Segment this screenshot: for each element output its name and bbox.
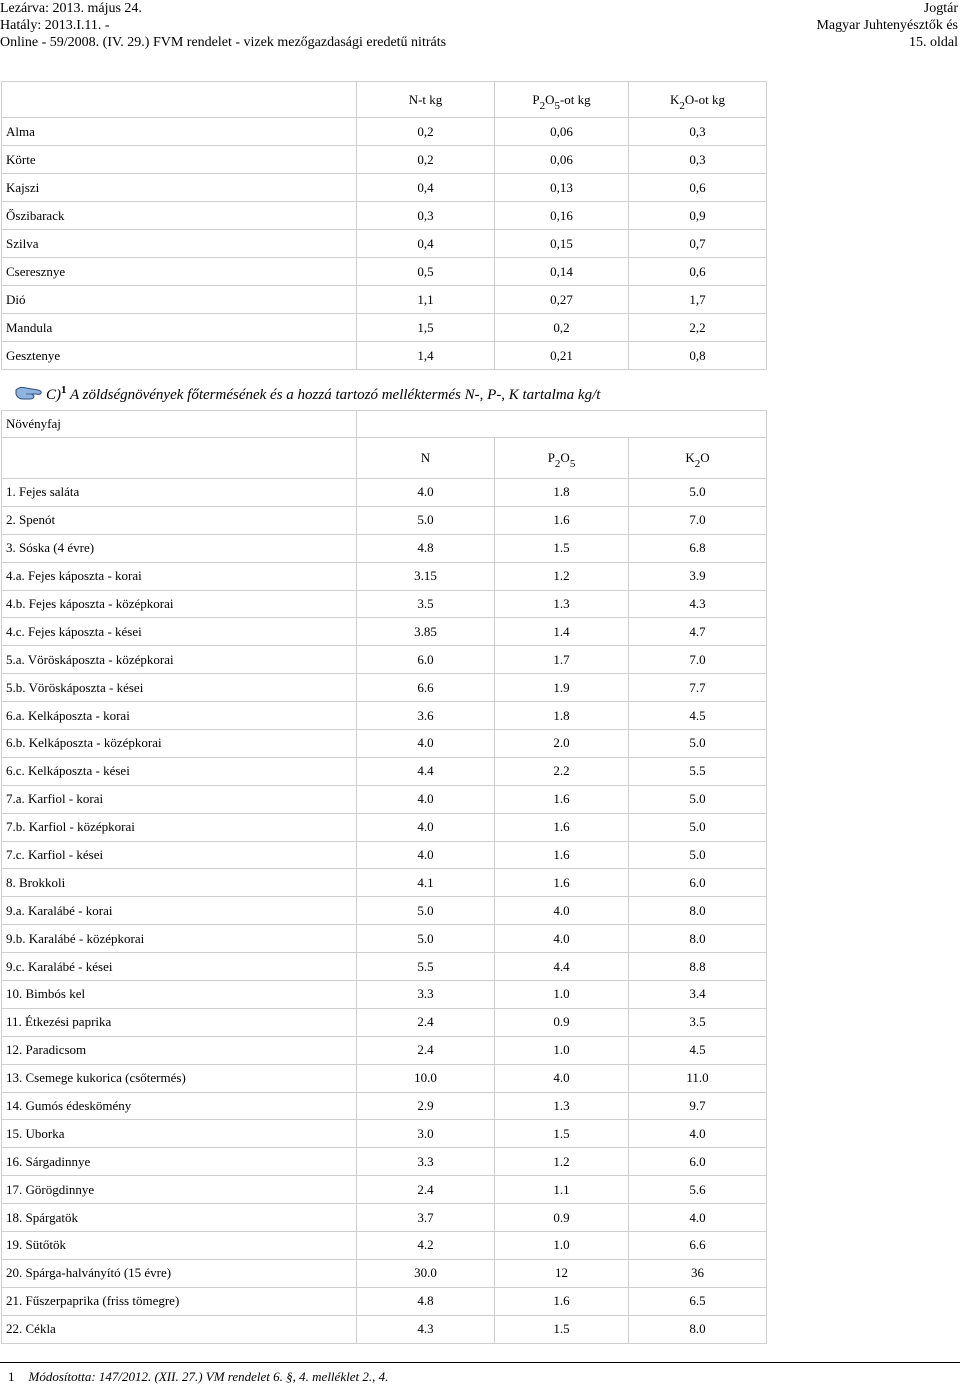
table-row bbox=[2, 1204, 767, 1232]
row-name: 1. Fejes saláta bbox=[2, 479, 357, 507]
row-n: 4.0 bbox=[357, 841, 495, 869]
row-k2o: 4.5 bbox=[629, 1036, 767, 1064]
section-prefix: C) bbox=[46, 387, 61, 403]
row-k2o: 4.0 bbox=[629, 1204, 767, 1232]
row-n: 2.9 bbox=[357, 1092, 495, 1120]
row-k2o: 5.5 bbox=[629, 757, 767, 785]
table-row bbox=[2, 785, 767, 813]
table-row bbox=[2, 342, 767, 370]
row-k2o: 0,9 bbox=[629, 202, 767, 230]
row-p2o5: 1.2 bbox=[495, 562, 629, 590]
row-name: Őszibarack bbox=[2, 202, 357, 230]
header-blank bbox=[2, 82, 357, 118]
table-row bbox=[2, 897, 767, 925]
row-n: 2.4 bbox=[357, 1036, 495, 1064]
row-p2o5: 2.0 bbox=[495, 730, 629, 758]
table-row bbox=[2, 118, 767, 146]
table-row bbox=[2, 646, 767, 674]
table-row bbox=[2, 534, 767, 562]
row-n: 4.0 bbox=[357, 730, 495, 758]
row-p2o5: 2.2 bbox=[495, 757, 629, 785]
row-name: 7.c. Karfiol - kései bbox=[2, 841, 357, 869]
section-footnote-ref[interactable]: 1 bbox=[61, 384, 67, 396]
row-name: 13. Csemege kukorica (csőtermés) bbox=[2, 1064, 357, 1092]
row-p2o5: 1.0 bbox=[495, 1036, 629, 1064]
row-p2o5: 1.3 bbox=[495, 1092, 629, 1120]
row-p2o5: 0.9 bbox=[495, 1204, 629, 1232]
row-p2o5: 1.1 bbox=[495, 1176, 629, 1204]
row-k2o: 2,2 bbox=[629, 314, 767, 342]
row-n: 4.0 bbox=[357, 479, 495, 507]
row-p2o5: 4.4 bbox=[495, 953, 629, 981]
row-k2o: 0,3 bbox=[629, 118, 767, 146]
fruit-nutrient-table bbox=[1, 81, 767, 370]
row-p2o5: 1.5 bbox=[495, 1120, 629, 1148]
row-k2o: 0,8 bbox=[629, 342, 767, 370]
row-k2o: 5.0 bbox=[629, 479, 767, 507]
row-n: 2.4 bbox=[357, 1008, 495, 1036]
table-row bbox=[2, 174, 767, 202]
row-name: 9.a. Karalábé - korai bbox=[2, 897, 357, 925]
table-row bbox=[2, 1036, 767, 1064]
table-row bbox=[2, 1232, 767, 1260]
row-p2o5: 0,06 bbox=[495, 118, 629, 146]
table-subheader-row bbox=[2, 438, 767, 479]
row-name: 8. Brokkoli bbox=[2, 869, 357, 897]
header-page-number: 15. oldal bbox=[909, 35, 958, 50]
row-name: 21. Fűszerpaprika (friss tömegre) bbox=[2, 1287, 357, 1315]
row-name: 3. Sóska (4 évre) bbox=[2, 534, 357, 562]
table-row bbox=[2, 1176, 767, 1204]
header-p2o5: $P_2O_5-ot$ kg bbox=[495, 82, 629, 118]
row-name: 16. Sárgadinnye bbox=[2, 1148, 357, 1176]
table-row bbox=[2, 757, 767, 785]
header-p2o5: $P_2O_5$ bbox=[495, 438, 629, 479]
row-p2o5: 0,27 bbox=[495, 286, 629, 314]
row-n: 4.8 bbox=[357, 534, 495, 562]
row-n: 0,2 bbox=[357, 118, 495, 146]
table-row bbox=[2, 813, 767, 841]
row-p2o5: 1.9 bbox=[495, 674, 629, 702]
row-n: 3.85 bbox=[357, 618, 495, 646]
row-n: 3.0 bbox=[357, 1120, 495, 1148]
row-k2o: 4.5 bbox=[629, 702, 767, 730]
row-k2o: 7.0 bbox=[629, 646, 767, 674]
row-n: 4.3 bbox=[357, 1315, 495, 1343]
table-row bbox=[2, 1148, 767, 1176]
table-row bbox=[2, 286, 767, 314]
row-name: 11. Étkezési paprika bbox=[2, 1008, 357, 1036]
row-p2o5: 1.6 bbox=[495, 813, 629, 841]
row-n: 6.0 bbox=[357, 646, 495, 674]
row-p2o5: 1.6 bbox=[495, 841, 629, 869]
table-row bbox=[2, 562, 767, 590]
header-effective-date: Hatály: 2013.I.11. - bbox=[0, 18, 110, 33]
row-name: 6.c. Kelkáposzta - kései bbox=[2, 757, 357, 785]
row-name: 5.b. Vöröskáposzta - kései bbox=[2, 674, 357, 702]
row-n: 6.6 bbox=[357, 674, 495, 702]
row-n: 3.7 bbox=[357, 1204, 495, 1232]
row-k2o: 8.0 bbox=[629, 925, 767, 953]
row-p2o5: 0,13 bbox=[495, 174, 629, 202]
row-k2o: 8.8 bbox=[629, 953, 767, 981]
header-document-title: Online - 59/2008. (IV. 29.) FVM rendelet - vizek mezőgazdasági eredetű nitráts bbox=[0, 35, 447, 50]
row-name: 4.b. Fejes káposzta - középkorai bbox=[2, 590, 357, 618]
footnote-text: Módosította: 147/2012. (XII. 27.) VM rendelet 6. §, 4. melléklet 2., 4. bbox=[28, 1369, 389, 1384]
row-k2o: 8.0 bbox=[629, 1315, 767, 1343]
row-name: Alma bbox=[2, 118, 357, 146]
row-k2o: 4.0 bbox=[629, 1120, 767, 1148]
row-k2o: 5.0 bbox=[629, 785, 767, 813]
row-n: 0,4 bbox=[357, 230, 495, 258]
table-row bbox=[2, 1008, 767, 1036]
header-source: Jogtár bbox=[923, 1, 958, 16]
header-n: N bbox=[357, 438, 495, 479]
row-name: 17. Görögdinnye bbox=[2, 1176, 357, 1204]
row-n: 1,4 bbox=[357, 342, 495, 370]
table-row bbox=[2, 1120, 767, 1148]
row-name: Mandula bbox=[2, 314, 357, 342]
row-k2o: 1,7 bbox=[629, 286, 767, 314]
row-n: 4.4 bbox=[357, 757, 495, 785]
row-k2o: 36 bbox=[629, 1259, 767, 1287]
footnote-number: 1 bbox=[8, 1369, 15, 1384]
row-n: 3.3 bbox=[357, 1148, 495, 1176]
row-p2o5: 1.2 bbox=[495, 1148, 629, 1176]
row-p2o5: 1.3 bbox=[495, 590, 629, 618]
row-name: Kajszi bbox=[2, 174, 357, 202]
header-closed-date: Lezárva: 2013. május 24. bbox=[0, 1, 142, 16]
table-row bbox=[2, 1287, 767, 1315]
header-blank bbox=[2, 438, 357, 479]
row-n: 3.6 bbox=[357, 702, 495, 730]
row-n: 4.1 bbox=[357, 869, 495, 897]
row-k2o: 0,3 bbox=[629, 146, 767, 174]
header-blank bbox=[357, 411, 767, 438]
table-row bbox=[2, 981, 767, 1009]
row-p2o5: 0,16 bbox=[495, 202, 629, 230]
row-p2o5: 1.6 bbox=[495, 869, 629, 897]
table-row bbox=[2, 146, 767, 174]
row-name: Gesztenye bbox=[2, 342, 357, 370]
row-n: 3.15 bbox=[357, 562, 495, 590]
row-n: 1,1 bbox=[357, 286, 495, 314]
table-row bbox=[2, 1315, 767, 1343]
table-row bbox=[2, 479, 767, 507]
row-name: 20. Spárga-halványító (15 évre) bbox=[2, 1259, 357, 1287]
row-k2o: 0,6 bbox=[629, 258, 767, 286]
row-n: 4.8 bbox=[357, 1287, 495, 1315]
table-row bbox=[2, 953, 767, 981]
table-row bbox=[2, 702, 767, 730]
row-p2o5: 1.7 bbox=[495, 646, 629, 674]
row-p2o5: 1.4 bbox=[495, 618, 629, 646]
row-name: 7.b. Karfiol - középkorai bbox=[2, 813, 357, 841]
row-n: 0,3 bbox=[357, 202, 495, 230]
row-p2o5: 0,15 bbox=[495, 230, 629, 258]
header-k2o: $K_2O-ot$ kg bbox=[629, 82, 767, 118]
row-k2o: 4.7 bbox=[629, 618, 767, 646]
row-k2o: 9.7 bbox=[629, 1092, 767, 1120]
row-p2o5: 4.0 bbox=[495, 1064, 629, 1092]
footnote-divider bbox=[0, 1362, 960, 1363]
header-user: Magyar Juhtenyésztők és bbox=[816, 18, 958, 33]
row-k2o: 3.4 bbox=[629, 981, 767, 1009]
row-k2o: 5.0 bbox=[629, 841, 767, 869]
row-n: 0,2 bbox=[357, 146, 495, 174]
row-k2o: 5.0 bbox=[629, 813, 767, 841]
row-name: 10. Bimbós kel bbox=[2, 981, 357, 1009]
table-row bbox=[2, 314, 767, 342]
row-name: 9.c. Karalábé - kései bbox=[2, 953, 357, 981]
row-k2o: 0,7 bbox=[629, 230, 767, 258]
row-name: 19. Sütőtök bbox=[2, 1232, 357, 1260]
row-name: 2. Spenót bbox=[2, 506, 357, 534]
row-n: 4.0 bbox=[357, 813, 495, 841]
row-p2o5: 0,21 bbox=[495, 342, 629, 370]
row-name: Dió bbox=[2, 286, 357, 314]
row-p2o5: 1.8 bbox=[495, 479, 629, 507]
row-k2o: 7.0 bbox=[629, 506, 767, 534]
row-n: 3.5 bbox=[357, 590, 495, 618]
table-row bbox=[2, 841, 767, 869]
row-k2o: 6.8 bbox=[629, 534, 767, 562]
table-header-row bbox=[2, 411, 767, 438]
section-title: A zöldségnövények főtermésének és a hozzá tartozó melléktermés N-, P-, K tartalma kg/t bbox=[66, 387, 601, 403]
row-n: 10.0 bbox=[357, 1064, 495, 1092]
row-k2o: 6.0 bbox=[629, 869, 767, 897]
row-name: 15. Uborka bbox=[2, 1120, 357, 1148]
row-p2o5: 4.0 bbox=[495, 925, 629, 953]
row-name: 6.b. Kelkáposzta - középkorai bbox=[2, 730, 357, 758]
table-header-row bbox=[2, 82, 767, 118]
row-name: Szilva bbox=[2, 230, 357, 258]
row-name: Körte bbox=[2, 146, 357, 174]
table-row bbox=[2, 869, 767, 897]
table-row bbox=[2, 506, 767, 534]
row-p2o5: 0,06 bbox=[495, 146, 629, 174]
table-row bbox=[2, 1092, 767, 1120]
row-k2o: 7.7 bbox=[629, 674, 767, 702]
table-row bbox=[2, 590, 767, 618]
row-name: 9.b. Karalábé - középkorai bbox=[2, 925, 357, 953]
row-name: 14. Gumós édeskömény bbox=[2, 1092, 357, 1120]
table-row bbox=[2, 1064, 767, 1092]
footnote bbox=[8, 1369, 388, 1385]
row-p2o5: 4.0 bbox=[495, 897, 629, 925]
row-n: 0,4 bbox=[357, 174, 495, 202]
row-name: 7.a. Karfiol - korai bbox=[2, 785, 357, 813]
row-n: 1,5 bbox=[357, 314, 495, 342]
row-k2o: 0,6 bbox=[629, 174, 767, 202]
row-p2o5: 0,14 bbox=[495, 258, 629, 286]
row-n: 4.2 bbox=[357, 1232, 495, 1260]
row-k2o: 3.9 bbox=[629, 562, 767, 590]
row-n: 3.3 bbox=[357, 981, 495, 1009]
row-p2o5: 1.6 bbox=[495, 785, 629, 813]
row-p2o5: 1.6 bbox=[495, 1287, 629, 1315]
table-row bbox=[2, 925, 767, 953]
header-plant-species: Növényfaj bbox=[2, 411, 357, 438]
row-name: Cseresznye bbox=[2, 258, 357, 286]
header-k2o: $K_2O$ bbox=[629, 438, 767, 479]
row-k2o: 6.0 bbox=[629, 1148, 767, 1176]
row-p2o5: 1.0 bbox=[495, 1232, 629, 1260]
table-row bbox=[2, 730, 767, 758]
row-p2o5: 12 bbox=[495, 1259, 629, 1287]
row-k2o: 4.3 bbox=[629, 590, 767, 618]
row-name: 4.c. Fejes káposzta - kései bbox=[2, 618, 357, 646]
row-name: 4.a. Fejes káposzta - korai bbox=[2, 562, 357, 590]
row-p2o5: 1.6 bbox=[495, 506, 629, 534]
row-p2o5: 0,2 bbox=[495, 314, 629, 342]
row-name: 22. Cékla bbox=[2, 1315, 357, 1343]
row-p2o5: 1.5 bbox=[495, 1315, 629, 1343]
row-n: 2.4 bbox=[357, 1176, 495, 1204]
row-p2o5: 1.5 bbox=[495, 534, 629, 562]
row-n: 5.0 bbox=[357, 925, 495, 953]
row-k2o: 5.0 bbox=[629, 730, 767, 758]
row-n: 5.0 bbox=[357, 897, 495, 925]
row-k2o: 6.5 bbox=[629, 1287, 767, 1315]
row-name: 12. Paradicsom bbox=[2, 1036, 357, 1064]
table-row bbox=[2, 1259, 767, 1287]
row-name: 5.a. Vöröskáposzta - középkorai bbox=[2, 646, 357, 674]
row-k2o: 6.6 bbox=[629, 1232, 767, 1260]
header-n: N-t kg bbox=[357, 82, 495, 118]
row-k2o: 11.0 bbox=[629, 1064, 767, 1092]
row-k2o: 8.0 bbox=[629, 897, 767, 925]
row-n: 5.0 bbox=[357, 506, 495, 534]
table-row bbox=[2, 258, 767, 286]
row-n: 4.0 bbox=[357, 785, 495, 813]
table-row bbox=[2, 674, 767, 702]
section-heading bbox=[14, 384, 600, 407]
table-row bbox=[2, 230, 767, 258]
row-n: 30.0 bbox=[357, 1259, 495, 1287]
row-name: 18. Spárgatök bbox=[2, 1204, 357, 1232]
row-p2o5: 1.0 bbox=[495, 981, 629, 1009]
row-p2o5: 0.9 bbox=[495, 1008, 629, 1036]
row-p2o5: 1.8 bbox=[495, 702, 629, 730]
page-header bbox=[0, 0, 960, 51]
vegetable-nutrient-table bbox=[1, 410, 767, 1344]
row-n: 5.5 bbox=[357, 953, 495, 981]
pointing-hand-icon[interactable] bbox=[14, 384, 44, 407]
row-name: 6.a. Kelkáposzta - korai bbox=[2, 702, 357, 730]
table-row bbox=[2, 618, 767, 646]
row-n: 0,5 bbox=[357, 258, 495, 286]
row-k2o: 5.6 bbox=[629, 1176, 767, 1204]
row-k2o: 3.5 bbox=[629, 1008, 767, 1036]
table-row bbox=[2, 202, 767, 230]
